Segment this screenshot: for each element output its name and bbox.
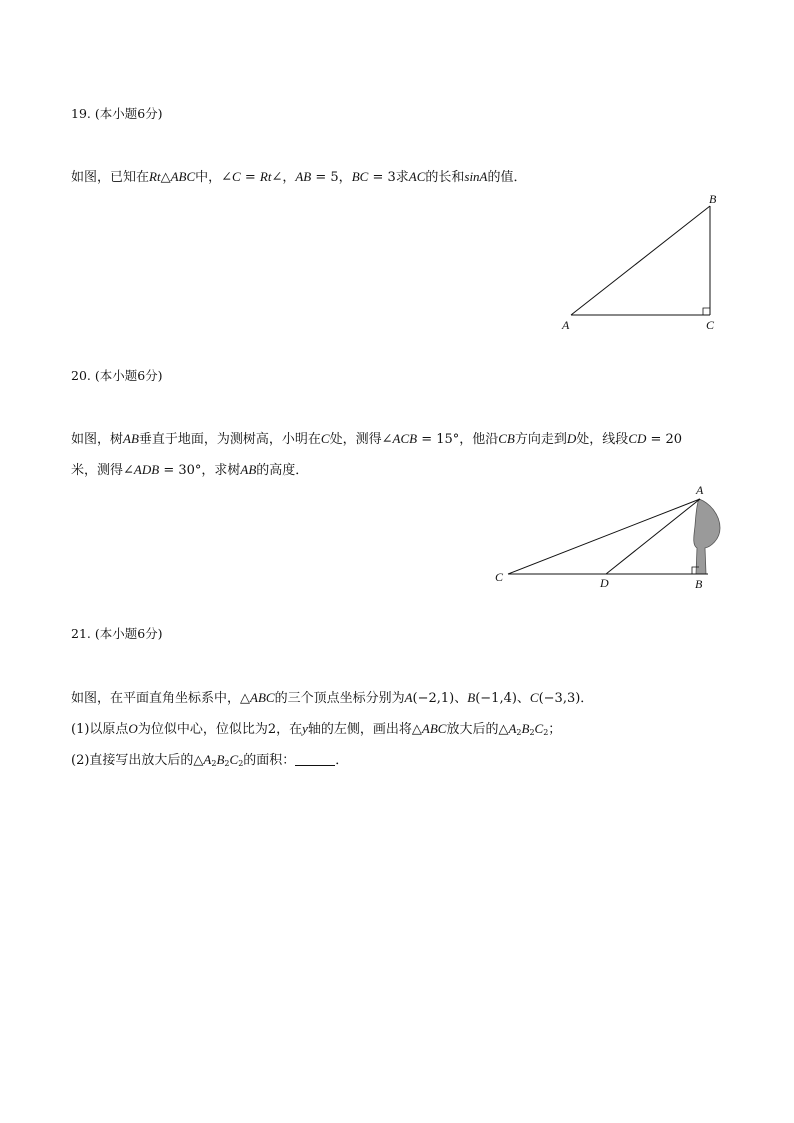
label-a: A <box>562 318 570 332</box>
answer-blank[interactable] <box>295 753 335 766</box>
question-19-text: 如图，已知在Rt△ABC中，∠C = Rt∠，AB = 5，BC = 3求AC的长和sinA的值． <box>71 169 527 185</box>
label-a: A <box>696 483 704 497</box>
label-c: C <box>706 318 715 332</box>
tree-icon <box>694 499 720 574</box>
question-20-text-line2: 米，测得∠ADB = 30°，求树AB的高度． <box>71 462 309 478</box>
question-20-header: 20. (本小题6分) <box>71 368 163 383</box>
segment-ca <box>508 499 700 574</box>
label-b: B <box>709 192 717 206</box>
segment-da <box>606 499 700 574</box>
question-21-part1: (1)以原点O为位似中心，位似比为2，在y轴的左侧，画出将△ABC放大后的$\triangle A_2B_2C_2$； <box>71 721 562 737</box>
label-b: B <box>695 577 703 591</box>
label-c: C <box>495 570 504 584</box>
question-21-text-line1: 如图，在平面直角坐标系中，△ABC的三个顶点坐标分别为A(−2,1)、B(−1,4)、C(−3,3)． <box>71 690 594 706</box>
label-d: D <box>600 576 609 590</box>
question-21-header: 21. (本小题6分) <box>71 626 163 641</box>
question-19-header: 19. (本小题6分) <box>71 106 163 121</box>
question-21-part2: (2)直接写出放大后的$\triangle A_2B_2C_2$的面积： ． <box>71 752 349 768</box>
question-20-text-line1: 如图，树AB垂直于地面，为测树高，小明在C处，测得∠ACB = 15°，他沿CB方向走到D处，线段CD = 20 <box>71 431 683 447</box>
